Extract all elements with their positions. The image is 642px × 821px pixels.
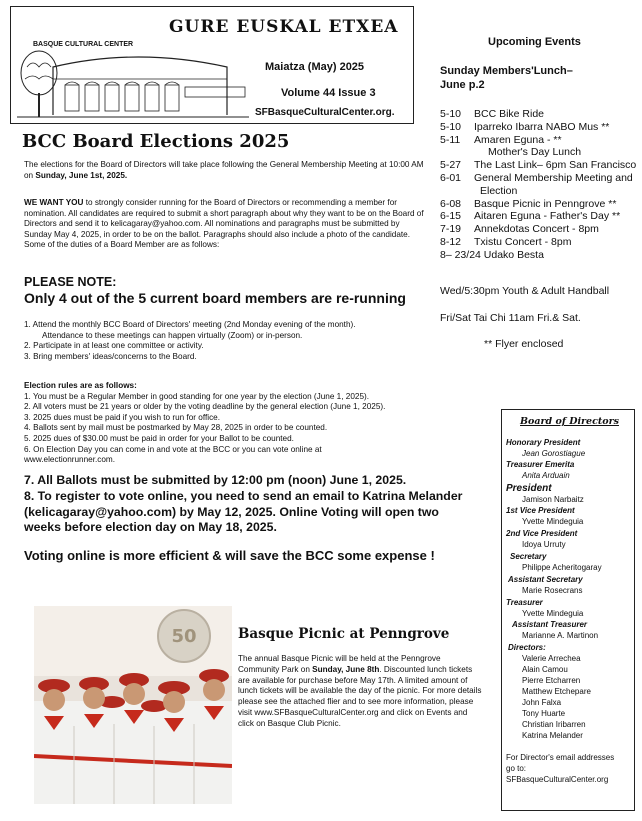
assistant-secretary-label: Assistant Secretary xyxy=(508,575,583,584)
issue-month: Maiatza (May) 2025 xyxy=(265,61,365,73)
taichi-schedule: Fri/Sat Tai Chi 11am Fri.& Sat. xyxy=(440,312,581,324)
assistant-treasurer-label: Assistant Treasurer xyxy=(512,620,587,629)
second-vp-name: Idoya Urruty xyxy=(522,540,566,549)
honorary-president-name: Jean Gorostiague xyxy=(522,449,586,458)
event-item xyxy=(440,159,640,172)
assistant-treasurer-name: Marianne A. Martinon xyxy=(522,631,599,640)
rule-item: 4. Ballots sent by mail must be postmarked by May 28, 2025 in order to be counted. xyxy=(24,423,328,433)
treasurer-emerita-name: Anita Arduain xyxy=(522,471,570,480)
rule-seven: 7. All Ballots must be submitted by 12:00 pm (noon) June 1, 2025. xyxy=(24,473,407,487)
rule-item: 2. All voters must be 21 years or older by the voting deadline by the general election (June 1, 2025). xyxy=(24,402,386,412)
masthead xyxy=(10,6,414,124)
event-date: 5-10 xyxy=(440,108,462,120)
secretary-label: Secretary xyxy=(510,552,547,561)
event-text: Aitaren Eguna - Father's Day ** xyxy=(474,210,621,223)
treasurer-label: Treasurer xyxy=(506,598,543,607)
board-website: SFBasqueCulturalCenter.org xyxy=(506,775,609,784)
event-item xyxy=(440,134,640,160)
members-lunch-line: June p.2 xyxy=(440,79,485,91)
election-rules xyxy=(24,381,428,466)
event-item xyxy=(440,210,640,223)
newsletter-title: GURE EUSKAL ETXEA xyxy=(169,17,399,37)
event-text: General Membership Meeting and xyxy=(474,171,633,184)
duty-item: Attendance to these meetings can happen virtually (Zoom) or in-person. xyxy=(42,330,303,340)
director-name: Katrina Melander xyxy=(522,731,583,740)
secretary-name: Philippe Acheritogaray xyxy=(522,563,602,572)
rule-item: 5. 2025 dues of $30.00 must be paid in order for your Ballot to be counted. xyxy=(24,433,294,443)
event-item xyxy=(440,172,640,198)
basque-dancers-photo xyxy=(34,606,232,804)
event-date: 6-01 xyxy=(440,171,462,184)
treasurer-emerita-label: Treasurer Emerita xyxy=(506,460,575,469)
flyer-note: ** Flyer enclosed xyxy=(484,338,564,350)
director-name: Christian Iribarren xyxy=(522,720,586,729)
honorary-president-label: Honorary President xyxy=(506,438,581,447)
event-item xyxy=(440,108,640,121)
event-text: Txistu Concert - 8pm xyxy=(474,235,572,248)
directors-label: Directors: xyxy=(508,643,546,652)
event-date: 8– 23/24 xyxy=(440,248,481,261)
event-date: 7-19 xyxy=(440,223,462,236)
director-name: Matthew Etchepare xyxy=(522,687,591,696)
duty-item: 1. Attend the monthly BCC Board of Directors' meeting (2nd Monday evening of the month). xyxy=(24,320,356,329)
event-date: 5-10 xyxy=(440,120,462,133)
event-item xyxy=(440,249,640,262)
rule-item: 1. You must be a Regular Member in good standing for one year by the election (June 1, 2025). xyxy=(24,391,370,401)
event-date: 8-12 xyxy=(440,235,462,248)
event-item xyxy=(440,121,640,134)
want-you-lead: WE WANT YOU xyxy=(24,198,84,207)
intro-text: The elections for the Board of Directors will take place following the General Membership Meeting at 10:00 AM on xyxy=(24,160,424,180)
event-text: Iparreko Ibarra NABO Mus ** xyxy=(474,120,610,133)
event-continuation: Mother's Day Lunch xyxy=(488,146,582,159)
picnic-body xyxy=(238,654,484,730)
rule-item: www.electionrunner.com. xyxy=(24,455,116,465)
please-note-heading: PLEASE NOTE: xyxy=(24,275,117,289)
want-you-text: to strongly consider running for the Board of Directors or recommending a member for nomination. All candidates are required to submit a short paragraph about why they want to be on the Board of Directors and send it to kelicagaray@yahoo.com. All nominations and paragraphs must be submitted by Sunday May 4, 2025, in order to be on the ballot. Paragraphs should also include a photo of the candidate. Some of the duties of a Board Member are as follows: xyxy=(24,198,424,250)
event-item xyxy=(440,198,640,211)
first-vp-label: 1st Vice President xyxy=(506,506,575,515)
event-continuation: Election xyxy=(480,184,518,197)
event-text: Basque Picnic in Penngrove ** xyxy=(474,197,617,210)
picnic-text-1: The annual Basque Picnic will be held at the Penngrove Community Park on xyxy=(238,654,441,674)
photo-badge-text: 50 xyxy=(171,626,197,647)
event-text: Amaren Eguna - ** xyxy=(474,133,562,146)
rules-heading: Election rules are as follows: xyxy=(24,381,137,390)
president-label: President xyxy=(506,483,552,494)
assistant-secretary-name: Marie Rosecrans xyxy=(522,586,583,595)
intro-date: Sunday, June 1st, 2025. xyxy=(35,170,128,180)
event-text: Annekdotas Concert - 8pm xyxy=(474,223,599,236)
event-item xyxy=(440,223,640,236)
board-heading: Board of Directors xyxy=(520,416,619,427)
only-four-notice: Only 4 out of the 5 current board members are re-running xyxy=(24,290,406,306)
director-name: John Falxa xyxy=(522,698,562,707)
board-footer-line: go to: xyxy=(506,764,527,773)
rule-item: 3. 2025 dues must be paid if you wish to run for office. xyxy=(24,412,221,422)
event-text: BCC Bike Ride xyxy=(474,108,545,120)
director-name: Alain Camou xyxy=(522,665,568,674)
duty-item: 2. Participate in at least one committee or activity. xyxy=(24,341,204,351)
masthead-website: SFBasqueCulturalCenter.org. xyxy=(255,107,395,118)
issue-volume: Volume 44 Issue 3 xyxy=(281,87,376,99)
board-footer-line: For Director's email addresses xyxy=(506,753,615,762)
picnic-text-2: . Discounted lunch tickets are available for purchase before May 17th. A limited amount of lunch tickets will be available the day of the picnic. For more details please see the attached flier and to see more information, please visit www.SFBasqueCulturalCenter.org and click on Events and click on Basque Club Picnic. xyxy=(238,664,482,728)
elections-intro xyxy=(24,160,428,181)
board-of-directors-box xyxy=(501,409,635,811)
upcoming-events-heading: Upcoming Events xyxy=(488,36,581,48)
second-vp-label: 2nd Vice President xyxy=(506,529,578,538)
members-lunch xyxy=(440,64,636,92)
elections-heading: BCC Board Elections 2025 xyxy=(22,131,290,152)
handball-schedule: Wed/5:30pm Youth & Adult Handball xyxy=(440,285,610,297)
picnic-date: Sunday, June 8th xyxy=(312,664,380,674)
event-item xyxy=(440,236,640,249)
rule-eight: 8. To register to vote online, you need to send an email to Katrina Melander (kelicagaray@yahoo.com) by May 12, 2025. Online Voting will open two weeks before election day on May 18, 2025. xyxy=(24,489,463,534)
event-text: Udako Besta xyxy=(483,248,544,261)
event-text: The Last Link– 6pm San Francisco xyxy=(474,159,637,172)
event-date: 6-08 xyxy=(440,197,462,210)
event-date: 6-15 xyxy=(440,210,462,223)
president-name: Jamison Narbaitz xyxy=(522,495,584,504)
members-lunch-line: Sunday Members'Lunch– xyxy=(440,65,573,77)
duties-list xyxy=(24,320,428,362)
cultural-center-building-illustration xyxy=(17,37,249,119)
building-sign: BASQUE CULTURAL CENTER xyxy=(33,41,134,48)
event-date: 5-11 xyxy=(440,133,461,146)
duty-item: 3. Bring members' ideas/concerns to the Board. xyxy=(24,351,197,361)
want-you-paragraph xyxy=(24,198,428,251)
director-name: Pierre Etcharren xyxy=(522,676,581,685)
events-list xyxy=(440,108,640,262)
picnic-heading: Basque Picnic at Penngrove xyxy=(238,626,450,642)
treasurer-name: Yvette Mindeguia xyxy=(522,609,584,618)
event-date: 5-27 xyxy=(440,159,462,172)
director-name: Valerie Arrechea xyxy=(522,654,581,663)
rule-item: 6. On Election Day you can come in and vote at the BCC or you can vote online at xyxy=(24,444,322,454)
first-vp-name: Yvette Mindeguia xyxy=(522,517,584,526)
voting-online-note: Voting online is more efficient & will save the BCC some expense ! xyxy=(24,548,435,563)
director-name: Tony Huarte xyxy=(522,709,566,718)
